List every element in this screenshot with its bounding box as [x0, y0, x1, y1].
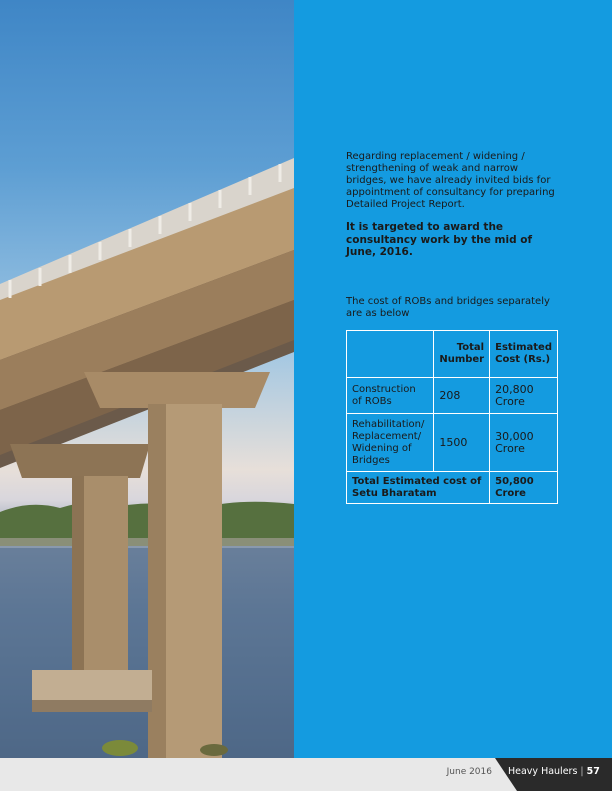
bridge-photo: [0, 0, 294, 758]
header-cell-number: Total Number: [434, 331, 490, 378]
article-content: [346, 151, 558, 320]
total-cost: 50,800 Crore: [490, 472, 558, 504]
issue-date: June 2016: [446, 767, 492, 777]
row-number: 1500: [434, 414, 490, 472]
table-row: [347, 378, 558, 414]
row-cost: 30,000 Crore: [490, 414, 558, 472]
table-header-row: [347, 331, 558, 378]
table-total-row: [347, 472, 558, 504]
page-number: 57: [586, 766, 600, 777]
bridge-illustration: [0, 0, 294, 758]
paragraph-consultancy-bids: Regarding replacement / widening / strengthening of weak and narrow bridges, we have already invited bids for appointment of consultancy for preparing Detailed Project Report.: [346, 151, 555, 210]
row-number: 208: [434, 378, 490, 414]
paragraph-cost-intro: The cost of ROBs and bridges separately are as below: [346, 295, 550, 319]
footer-separator: |: [580, 766, 584, 777]
header-cell-cost: Estimated Cost (Rs.): [490, 331, 558, 378]
header-cell-item: [347, 331, 434, 378]
total-label: Total Estimated cost of Setu Bharatam: [347, 472, 490, 504]
row-item: Construction of ROBs: [347, 378, 434, 414]
row-item: Rehabilitation/ Replacement/ Widening of Bridges: [347, 414, 434, 472]
magazine-label: [508, 766, 600, 777]
row-cost: 20,800 Crore: [490, 378, 558, 414]
table-row: [347, 414, 558, 472]
magazine-name: Heavy Haulers: [508, 766, 578, 777]
paragraph-target-date: It is targeted to award the consultancy work by the mid of June, 2016.: [346, 221, 533, 258]
cost-table: [346, 330, 558, 504]
